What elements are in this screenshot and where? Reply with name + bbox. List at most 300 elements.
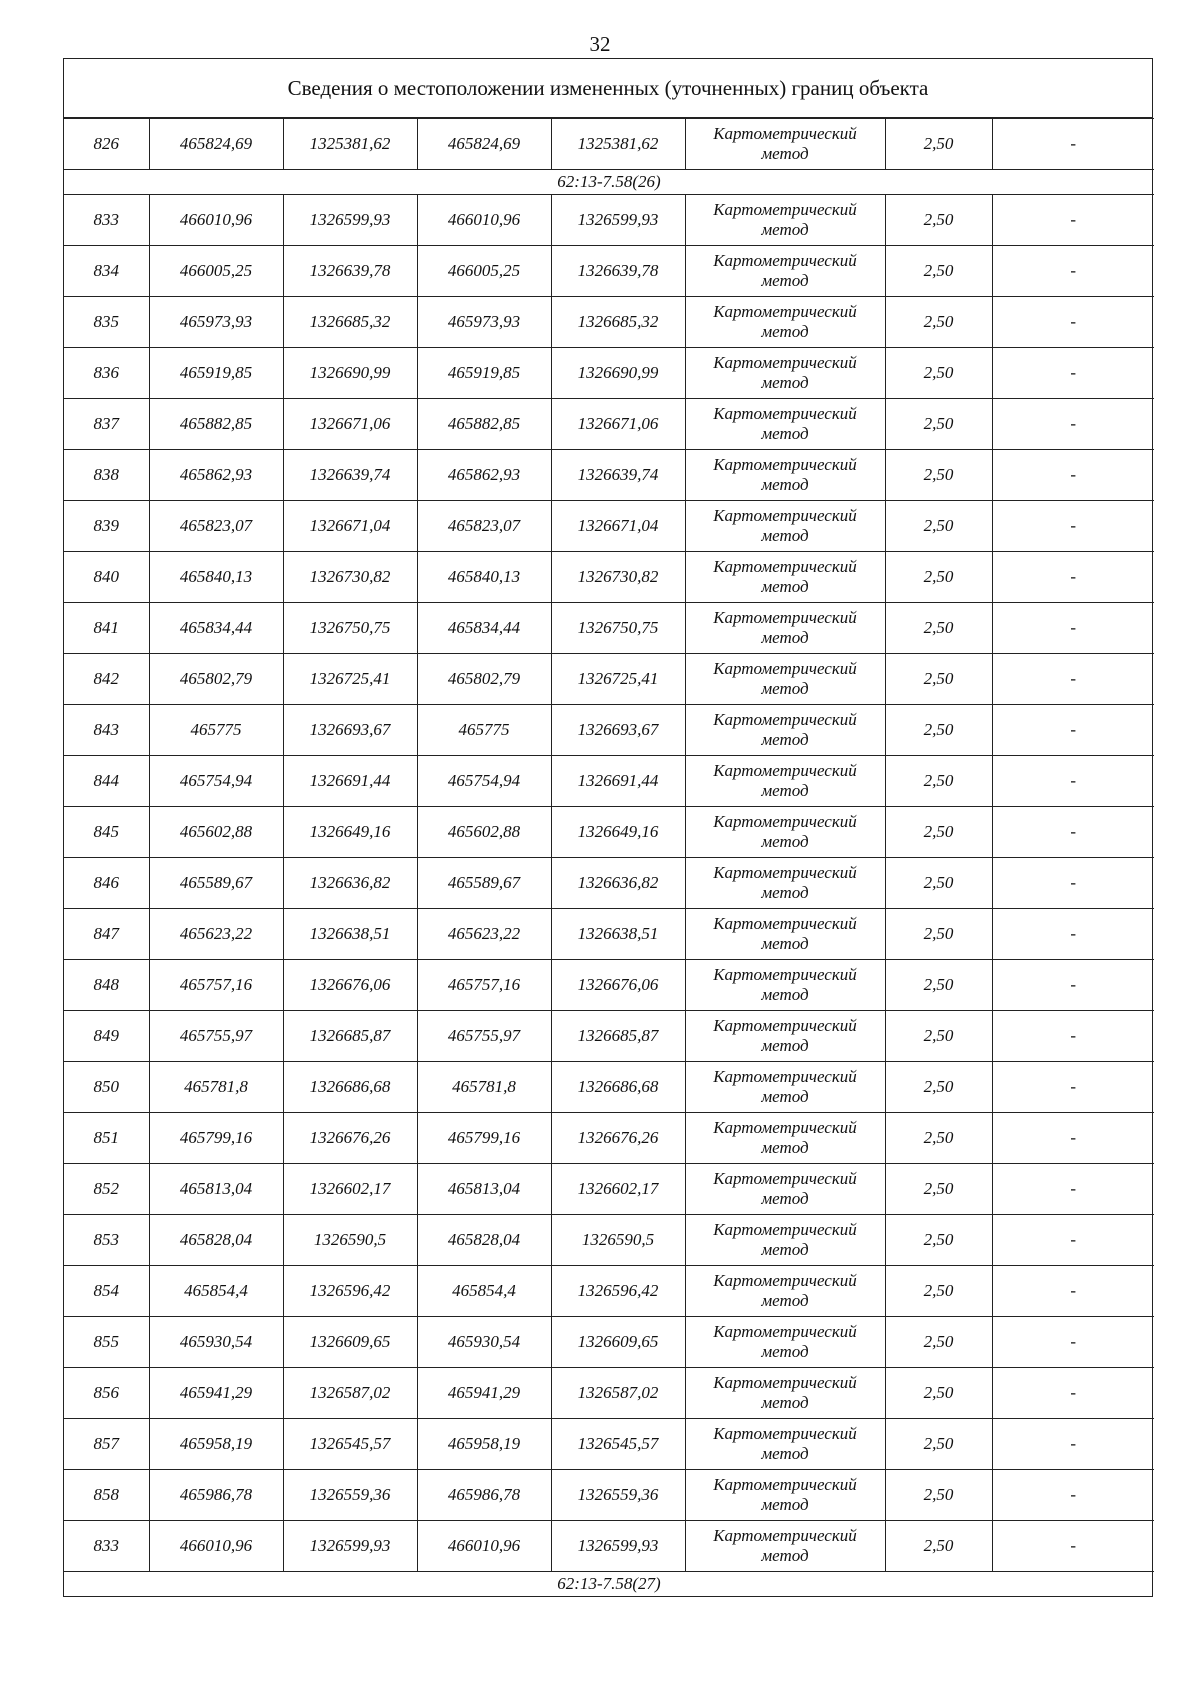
note-cell: -	[992, 858, 1154, 909]
point-number-cell: 826	[64, 119, 149, 170]
point-number-cell: 858	[64, 1470, 149, 1521]
accuracy-cell: 2,50	[885, 348, 992, 399]
method-cell	[685, 705, 885, 756]
accuracy-cell: 2,50	[885, 1164, 992, 1215]
point-number-cell: 838	[64, 450, 149, 501]
y-old-cell: 1326671,04	[283, 501, 417, 552]
method-line1: Картометрический	[713, 557, 857, 576]
point-number-cell: 833	[64, 1521, 149, 1572]
y-old-cell: 1326676,26	[283, 1113, 417, 1164]
accuracy-cell: 2,50	[885, 1062, 992, 1113]
x-new-cell: 465973,93	[417, 297, 551, 348]
y-new-cell: 1326599,93	[551, 195, 685, 246]
point-number-cell: 850	[64, 1062, 149, 1113]
note-cell: -	[992, 297, 1154, 348]
y-old-cell: 1326587,02	[283, 1368, 417, 1419]
section-label: 62:13-7.58(26)	[64, 170, 1154, 195]
x-new-cell: 466010,96	[417, 195, 551, 246]
note-cell: -	[992, 1368, 1154, 1419]
section-label: 62:13-7.58(27)	[64, 1572, 1154, 1597]
x-old-cell: 465973,93	[149, 297, 283, 348]
x-new-cell: 465958,19	[417, 1419, 551, 1470]
x-old-cell: 465623,22	[149, 909, 283, 960]
table-row	[64, 246, 1154, 297]
method-cell	[685, 1317, 885, 1368]
y-new-cell: 1326730,82	[551, 552, 685, 603]
method-line2: метод	[761, 322, 809, 341]
y-old-cell: 1326671,06	[283, 399, 417, 450]
table-row	[64, 603, 1154, 654]
method-line2: метод	[761, 1138, 809, 1157]
x-old-cell: 465589,67	[149, 858, 283, 909]
point-number-cell: 840	[64, 552, 149, 603]
accuracy-cell: 2,50	[885, 654, 992, 705]
method-line2: метод	[761, 1342, 809, 1361]
point-number-cell: 844	[64, 756, 149, 807]
x-old-cell: 466010,96	[149, 195, 283, 246]
y-old-cell: 1326636,82	[283, 858, 417, 909]
method-line2: метод	[761, 1495, 809, 1514]
method-line1: Картометрический	[713, 1475, 857, 1494]
method-cell	[685, 1368, 885, 1419]
accuracy-cell: 2,50	[885, 1113, 992, 1164]
table-row	[64, 399, 1154, 450]
y-old-cell: 1326599,93	[283, 195, 417, 246]
x-new-cell: 465862,93	[417, 450, 551, 501]
y-new-cell: 1326587,02	[551, 1368, 685, 1419]
accuracy-cell: 2,50	[885, 909, 992, 960]
note-cell: -	[992, 756, 1154, 807]
method-cell	[685, 807, 885, 858]
table-row	[64, 654, 1154, 705]
x-old-cell: 465824,69	[149, 119, 283, 170]
note-cell: -	[992, 119, 1154, 170]
method-line2: метод	[761, 1291, 809, 1310]
method-line1: Картометрический	[713, 455, 857, 474]
y-new-cell: 1326609,65	[551, 1317, 685, 1368]
x-new-cell: 465799,16	[417, 1113, 551, 1164]
point-number-cell: 845	[64, 807, 149, 858]
method-line2: метод	[761, 1393, 809, 1412]
x-new-cell: 465840,13	[417, 552, 551, 603]
y-new-cell: 1326639,74	[551, 450, 685, 501]
y-old-cell: 1326693,67	[283, 705, 417, 756]
y-old-cell: 1325381,62	[283, 119, 417, 170]
point-number-cell: 856	[64, 1368, 149, 1419]
method-line1: Картометрический	[713, 404, 857, 423]
y-new-cell: 1326676,06	[551, 960, 685, 1011]
y-new-cell: 1326649,16	[551, 807, 685, 858]
table-row	[64, 909, 1154, 960]
y-new-cell: 1326686,68	[551, 1062, 685, 1113]
accuracy-cell: 2,50	[885, 1011, 992, 1062]
method-line1: Картометрический	[713, 1526, 857, 1545]
y-new-cell: 1326638,51	[551, 909, 685, 960]
y-old-cell: 1326599,93	[283, 1521, 417, 1572]
point-number-cell: 835	[64, 297, 149, 348]
accuracy-cell: 2,50	[885, 552, 992, 603]
point-number-cell: 853	[64, 1215, 149, 1266]
x-old-cell: 465602,88	[149, 807, 283, 858]
note-cell: -	[992, 1011, 1154, 1062]
y-old-cell: 1326685,32	[283, 297, 417, 348]
y-new-cell: 1325381,62	[551, 119, 685, 170]
y-old-cell: 1326596,42	[283, 1266, 417, 1317]
method-line1: Картометрический	[713, 1424, 857, 1443]
x-new-cell: 465854,4	[417, 1266, 551, 1317]
method-line2: метод	[761, 679, 809, 698]
x-new-cell: 465757,16	[417, 960, 551, 1011]
method-cell	[685, 501, 885, 552]
method-line1: Картометрический	[713, 608, 857, 627]
y-old-cell: 1326649,16	[283, 807, 417, 858]
method-line1: Картометрический	[713, 761, 857, 780]
note-cell: -	[992, 1164, 1154, 1215]
table-row	[64, 1062, 1154, 1113]
method-line1: Картометрический	[713, 506, 857, 525]
point-number-cell: 857	[64, 1419, 149, 1470]
note-cell: -	[992, 603, 1154, 654]
note-cell: -	[992, 552, 1154, 603]
note-cell: -	[992, 399, 1154, 450]
note-cell: -	[992, 246, 1154, 297]
method-line1: Картометрический	[713, 124, 857, 143]
x-new-cell: 465828,04	[417, 1215, 551, 1266]
y-new-cell: 1326725,41	[551, 654, 685, 705]
x-new-cell: 465623,22	[417, 909, 551, 960]
table-row	[64, 1266, 1154, 1317]
x-old-cell: 465781,8	[149, 1062, 283, 1113]
table-row	[64, 1419, 1154, 1470]
point-number-cell: 849	[64, 1011, 149, 1062]
table-row	[64, 960, 1154, 1011]
method-cell	[685, 195, 885, 246]
accuracy-cell: 2,50	[885, 195, 992, 246]
method-cell	[685, 756, 885, 807]
x-old-cell: 465823,07	[149, 501, 283, 552]
y-new-cell: 1326599,93	[551, 1521, 685, 1572]
method-cell	[685, 246, 885, 297]
method-line2: метод	[761, 475, 809, 494]
method-cell	[685, 1470, 885, 1521]
y-old-cell: 1326685,87	[283, 1011, 417, 1062]
accuracy-cell: 2,50	[885, 399, 992, 450]
method-line1: Картометрический	[713, 914, 857, 933]
table-row	[64, 705, 1154, 756]
note-cell: -	[992, 654, 1154, 705]
coordinates-table	[64, 118, 1154, 1596]
y-new-cell: 1326596,42	[551, 1266, 685, 1317]
x-old-cell: 465755,97	[149, 1011, 283, 1062]
method-line1: Картометрический	[713, 965, 857, 984]
method-line1: Картометрический	[713, 251, 857, 270]
y-new-cell: 1326671,04	[551, 501, 685, 552]
y-new-cell: 1326602,17	[551, 1164, 685, 1215]
x-new-cell: 465919,85	[417, 348, 551, 399]
table-row	[64, 1317, 1154, 1368]
note-cell: -	[992, 1317, 1154, 1368]
note-cell: -	[992, 1215, 1154, 1266]
table-row	[64, 807, 1154, 858]
method-line1: Картометрический	[713, 302, 857, 321]
table-row	[64, 1521, 1154, 1572]
table-row	[64, 1164, 1154, 1215]
point-number-cell: 837	[64, 399, 149, 450]
x-old-cell: 465834,44	[149, 603, 283, 654]
method-cell	[685, 1419, 885, 1470]
x-new-cell: 465823,07	[417, 501, 551, 552]
method-cell	[685, 1521, 885, 1572]
method-line2: метод	[761, 220, 809, 239]
table-row	[64, 1113, 1154, 1164]
x-new-cell: 465986,78	[417, 1470, 551, 1521]
x-old-cell: 465813,04	[149, 1164, 283, 1215]
note-cell: -	[992, 348, 1154, 399]
note-cell: -	[992, 909, 1154, 960]
x-old-cell: 465930,54	[149, 1317, 283, 1368]
accuracy-cell: 2,50	[885, 1266, 992, 1317]
x-old-cell: 466010,96	[149, 1521, 283, 1572]
y-old-cell: 1326691,44	[283, 756, 417, 807]
x-old-cell: 465775	[149, 705, 283, 756]
method-cell	[685, 348, 885, 399]
x-new-cell: 465882,85	[417, 399, 551, 450]
accuracy-cell: 2,50	[885, 1317, 992, 1368]
table-row	[64, 1215, 1154, 1266]
method-line2: метод	[761, 934, 809, 953]
note-cell: -	[992, 1521, 1154, 1572]
y-old-cell: 1326559,36	[283, 1470, 417, 1521]
note-cell: -	[992, 1266, 1154, 1317]
method-cell	[685, 552, 885, 603]
x-new-cell: 465824,69	[417, 119, 551, 170]
y-new-cell: 1326639,78	[551, 246, 685, 297]
point-number-cell: 851	[64, 1113, 149, 1164]
method-cell	[685, 1215, 885, 1266]
method-line2: метод	[761, 1546, 809, 1565]
point-number-cell: 833	[64, 195, 149, 246]
method-line1: Картометрический	[713, 1271, 857, 1290]
accuracy-cell: 2,50	[885, 1470, 992, 1521]
y-new-cell: 1326691,44	[551, 756, 685, 807]
note-cell: -	[992, 960, 1154, 1011]
x-new-cell: 465813,04	[417, 1164, 551, 1215]
method-line1: Картометрический	[713, 1322, 857, 1341]
table-row	[64, 195, 1154, 246]
method-line2: метод	[761, 985, 809, 1004]
note-cell: -	[992, 1113, 1154, 1164]
method-cell	[685, 1164, 885, 1215]
x-new-cell: 466010,96	[417, 1521, 551, 1572]
method-line1: Картометрический	[713, 1373, 857, 1392]
table-row	[64, 501, 1154, 552]
method-cell	[685, 603, 885, 654]
method-line2: метод	[761, 1240, 809, 1259]
x-old-cell: 465958,19	[149, 1419, 283, 1470]
table-row	[64, 1011, 1154, 1062]
method-line2: метод	[761, 781, 809, 800]
x-old-cell: 465754,94	[149, 756, 283, 807]
y-new-cell: 1326690,99	[551, 348, 685, 399]
x-old-cell: 465757,16	[149, 960, 283, 1011]
x-new-cell: 465781,8	[417, 1062, 551, 1113]
x-old-cell: 465802,79	[149, 654, 283, 705]
accuracy-cell: 2,50	[885, 960, 992, 1011]
method-line2: метод	[761, 424, 809, 443]
x-old-cell: 465862,93	[149, 450, 283, 501]
accuracy-cell: 2,50	[885, 119, 992, 170]
y-new-cell: 1326671,06	[551, 399, 685, 450]
method-line2: метод	[761, 832, 809, 851]
accuracy-cell: 2,50	[885, 246, 992, 297]
note-cell: -	[992, 1062, 1154, 1113]
point-number-cell: 839	[64, 501, 149, 552]
point-number-cell: 836	[64, 348, 149, 399]
y-new-cell: 1326559,36	[551, 1470, 685, 1521]
note-cell: -	[992, 807, 1154, 858]
y-old-cell: 1326609,65	[283, 1317, 417, 1368]
x-new-cell: 465802,79	[417, 654, 551, 705]
y-new-cell: 1326685,87	[551, 1011, 685, 1062]
method-line1: Картометрический	[713, 1169, 857, 1188]
y-new-cell: 1326636,82	[551, 858, 685, 909]
point-number-cell: 834	[64, 246, 149, 297]
page-number: 32	[589, 32, 611, 56]
x-new-cell: 465834,44	[417, 603, 551, 654]
method-line2: метод	[761, 144, 809, 163]
note-cell: -	[992, 1470, 1154, 1521]
point-number-cell: 854	[64, 1266, 149, 1317]
accuracy-cell: 2,50	[885, 450, 992, 501]
method-cell	[685, 1113, 885, 1164]
method-cell	[685, 399, 885, 450]
table-row	[64, 756, 1154, 807]
accuracy-cell: 2,50	[885, 756, 992, 807]
method-line2: метод	[761, 1036, 809, 1055]
y-old-cell: 1326590,5	[283, 1215, 417, 1266]
table-title: Сведения о местоположении измененных (уточненных) границ объекта	[64, 59, 1152, 118]
x-old-cell: 465828,04	[149, 1215, 283, 1266]
table-row	[64, 348, 1154, 399]
y-old-cell: 1326686,68	[283, 1062, 417, 1113]
accuracy-cell: 2,50	[885, 1215, 992, 1266]
point-number-cell: 846	[64, 858, 149, 909]
x-old-cell: 465986,78	[149, 1470, 283, 1521]
table-row	[64, 119, 1154, 170]
y-new-cell: 1326693,67	[551, 705, 685, 756]
point-number-cell: 841	[64, 603, 149, 654]
method-cell	[685, 858, 885, 909]
method-line2: метод	[761, 883, 809, 902]
method-line1: Картометрический	[713, 812, 857, 831]
y-old-cell: 1326676,06	[283, 960, 417, 1011]
method-cell	[685, 297, 885, 348]
method-line2: метод	[761, 373, 809, 392]
method-cell	[685, 1062, 885, 1113]
method-line1: Картометрический	[713, 863, 857, 882]
method-line1: Картометрический	[713, 1118, 857, 1137]
y-old-cell: 1326638,51	[283, 909, 417, 960]
method-line2: метод	[761, 526, 809, 545]
x-old-cell: 466005,25	[149, 246, 283, 297]
method-line2: метод	[761, 577, 809, 596]
method-cell	[685, 1011, 885, 1062]
x-old-cell: 465919,85	[149, 348, 283, 399]
table-row	[64, 1368, 1154, 1419]
x-new-cell: 465930,54	[417, 1317, 551, 1368]
method-cell	[685, 654, 885, 705]
method-line1: Картометрический	[713, 1220, 857, 1239]
coordinates-sheet	[63, 58, 1153, 1597]
method-cell	[685, 960, 885, 1011]
x-old-cell: 465941,29	[149, 1368, 283, 1419]
y-old-cell: 1326602,17	[283, 1164, 417, 1215]
method-cell	[685, 119, 885, 170]
note-cell: -	[992, 1419, 1154, 1470]
x-old-cell: 465854,4	[149, 1266, 283, 1317]
x-new-cell: 465941,29	[417, 1368, 551, 1419]
method-line1: Картометрический	[713, 200, 857, 219]
method-line2: метод	[761, 1444, 809, 1463]
accuracy-cell: 2,50	[885, 807, 992, 858]
point-number-cell: 843	[64, 705, 149, 756]
method-cell	[685, 909, 885, 960]
accuracy-cell: 2,50	[885, 1368, 992, 1419]
table-row	[64, 1470, 1154, 1521]
method-line2: метод	[761, 628, 809, 647]
accuracy-cell: 2,50	[885, 501, 992, 552]
point-number-cell: 855	[64, 1317, 149, 1368]
section-row	[64, 1572, 1154, 1597]
accuracy-cell: 2,50	[885, 858, 992, 909]
y-new-cell: 1326685,32	[551, 297, 685, 348]
y-old-cell: 1326730,82	[283, 552, 417, 603]
note-cell: -	[992, 501, 1154, 552]
x-old-cell: 465799,16	[149, 1113, 283, 1164]
point-number-cell: 842	[64, 654, 149, 705]
accuracy-cell: 2,50	[885, 1521, 992, 1572]
table-row	[64, 858, 1154, 909]
x-old-cell: 465840,13	[149, 552, 283, 603]
method-cell	[685, 450, 885, 501]
x-new-cell: 465775	[417, 705, 551, 756]
y-new-cell: 1326676,26	[551, 1113, 685, 1164]
point-number-cell: 852	[64, 1164, 149, 1215]
y-old-cell: 1326690,99	[283, 348, 417, 399]
method-line1: Картометрический	[713, 353, 857, 372]
y-new-cell: 1326590,5	[551, 1215, 685, 1266]
y-old-cell: 1326545,57	[283, 1419, 417, 1470]
method-line1: Картометрический	[713, 1016, 857, 1035]
x-new-cell: 465755,97	[417, 1011, 551, 1062]
accuracy-cell: 2,50	[885, 603, 992, 654]
x-new-cell: 465754,94	[417, 756, 551, 807]
x-new-cell: 465602,88	[417, 807, 551, 858]
method-line1: Картометрический	[713, 659, 857, 678]
point-number-cell: 848	[64, 960, 149, 1011]
y-new-cell: 1326750,75	[551, 603, 685, 654]
method-line2: метод	[761, 1087, 809, 1106]
method-line1: Картометрический	[713, 710, 857, 729]
note-cell: -	[992, 195, 1154, 246]
method-line2: метод	[761, 1189, 809, 1208]
y-old-cell: 1326725,41	[283, 654, 417, 705]
x-new-cell: 466005,25	[417, 246, 551, 297]
y-old-cell: 1326639,74	[283, 450, 417, 501]
y-old-cell: 1326750,75	[283, 603, 417, 654]
point-number-cell: 847	[64, 909, 149, 960]
y-old-cell: 1326639,78	[283, 246, 417, 297]
